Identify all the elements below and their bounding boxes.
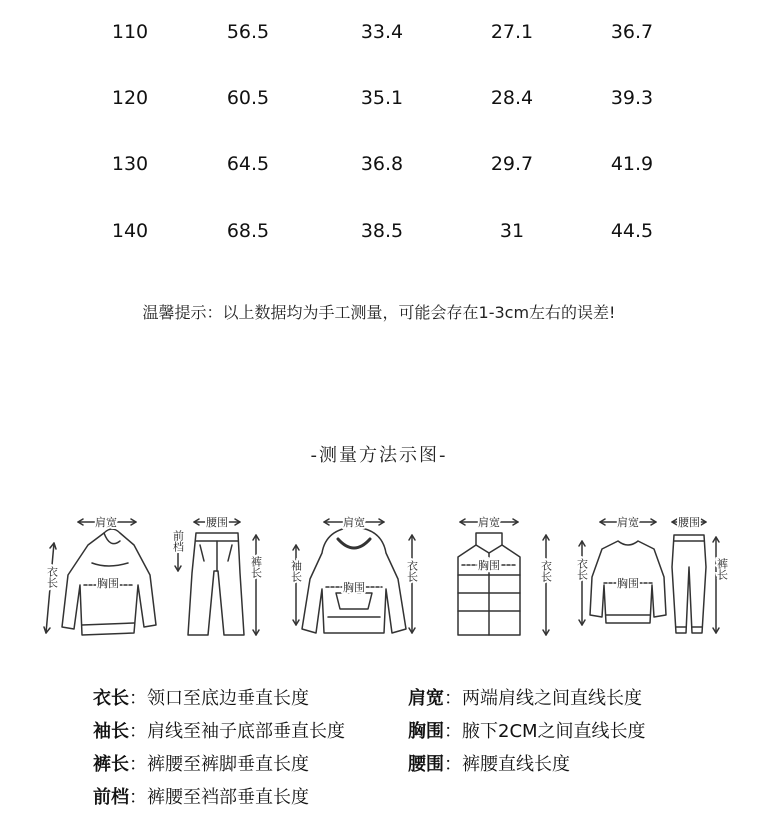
- table-cell: 41.9: [610, 153, 654, 175]
- definition-desc: 腋下2CM之间直线长度: [462, 721, 646, 742]
- table-cell: 120: [111, 87, 149, 109]
- definition-term: 肩宽: [408, 688, 444, 709]
- arrow-length-3: [409, 535, 415, 633]
- table-cell: 60.5: [226, 87, 270, 109]
- table-cell: 110: [111, 21, 149, 43]
- definition-desc: 裤腰至裤脚垂直长度: [147, 754, 309, 775]
- definition-desc: 领口至底边垂直长度: [147, 688, 309, 709]
- pants-icon: [188, 533, 244, 635]
- definition-desc: 裤腰至裆部垂直长度: [147, 787, 309, 808]
- front-hoodie-icon: [302, 527, 406, 633]
- table-cell: 44.5: [610, 220, 654, 242]
- definition-item: [408, 684, 642, 714]
- jogger-icon: [672, 535, 706, 633]
- definition-desc: 两端肩线之间直线长度: [462, 688, 642, 709]
- vest-icon: [458, 533, 520, 635]
- label-pants-length: 裤长: [249, 556, 263, 578]
- label-shoulder: 肩宽: [343, 516, 365, 529]
- definition-term: 胸围: [408, 721, 444, 742]
- definition-item: [408, 750, 570, 780]
- arrow-length-4: [543, 535, 549, 635]
- definition-term: 衣长: [93, 688, 129, 709]
- label-pants-length: 裤长: [715, 558, 729, 580]
- definition-item: [93, 750, 309, 780]
- definition-term: 腰围: [408, 754, 444, 775]
- label-sleeve: 袖长: [289, 560, 303, 582]
- table-cell: 140: [111, 220, 149, 242]
- definition-term: 前档: [93, 787, 129, 808]
- table-cell: 36.7: [610, 21, 654, 43]
- table-cell: 29.7: [490, 153, 534, 175]
- table-cell: 39.3: [610, 87, 654, 109]
- label-length: 衣长: [45, 566, 59, 588]
- definition-term: 袖长: [93, 721, 129, 742]
- colon: ：: [444, 721, 462, 742]
- table-cell: 27.1: [490, 21, 534, 43]
- table-cell: 31: [499, 220, 525, 242]
- arrow-sleeve-3: [293, 545, 299, 625]
- label-length: 衣长: [405, 560, 419, 582]
- measurement-note: 温馨提示：以上数据均为手工测量，可能会存在1-3cm左右的误差!: [142, 303, 616, 322]
- definition-desc: 裤腰直线长度: [462, 754, 570, 775]
- definition-item: [93, 717, 345, 747]
- table-cell: 64.5: [226, 153, 270, 175]
- table-row: [0, 12, 758, 52]
- definition-term: 裤长: [93, 754, 129, 775]
- definition-item: [93, 783, 309, 813]
- label-length: 衣长: [575, 558, 589, 580]
- arrow-pants-length-6: [713, 537, 719, 633]
- label-chest: 胸围: [478, 559, 500, 572]
- label-chest: 胸围: [343, 581, 365, 594]
- colon: ：: [444, 688, 462, 709]
- table-cell: 38.5: [360, 220, 404, 242]
- table-cell: 33.4: [360, 21, 404, 43]
- table-cell: 28.4: [490, 87, 534, 109]
- table-row: [0, 78, 758, 118]
- table-row: [0, 144, 758, 184]
- colon: ：: [129, 721, 147, 742]
- definition-item: [408, 717, 646, 747]
- table-cell: 56.5: [226, 21, 270, 43]
- section-title: -测量方法示图-: [310, 445, 448, 466]
- definition-desc: 肩线至袖子底部垂直长度: [147, 721, 345, 742]
- arrow-pants-length-2: [253, 535, 259, 635]
- arrow-length-5: [579, 541, 585, 625]
- label-rise: 前档: [171, 530, 185, 552]
- label-shoulder: 肩宽: [617, 516, 639, 529]
- table-cell: 130: [111, 153, 149, 175]
- table-cell: 35.1: [360, 87, 404, 109]
- colon: ：: [444, 754, 462, 775]
- label-chest: 胸围: [617, 577, 639, 590]
- label-waist: 腰围: [206, 516, 228, 529]
- measurement-diagram: [0, 505, 758, 655]
- label-length: 衣长: [539, 560, 553, 582]
- colon: ：: [129, 754, 147, 775]
- colon: ：: [129, 787, 147, 808]
- label-shoulder: 肩宽: [95, 516, 117, 529]
- definition-item: [93, 684, 309, 714]
- table-cell: 36.8: [360, 153, 404, 175]
- label-shoulder: 肩宽: [478, 516, 500, 529]
- label-chest: 胸围: [97, 577, 119, 590]
- table-row: [0, 211, 758, 251]
- label-waist: 腰围: [678, 516, 700, 529]
- colon: ：: [129, 688, 147, 709]
- arrow-length-1: [44, 543, 56, 633]
- measurement-illustrations: [0, 505, 758, 655]
- table-cell: 68.5: [226, 220, 270, 242]
